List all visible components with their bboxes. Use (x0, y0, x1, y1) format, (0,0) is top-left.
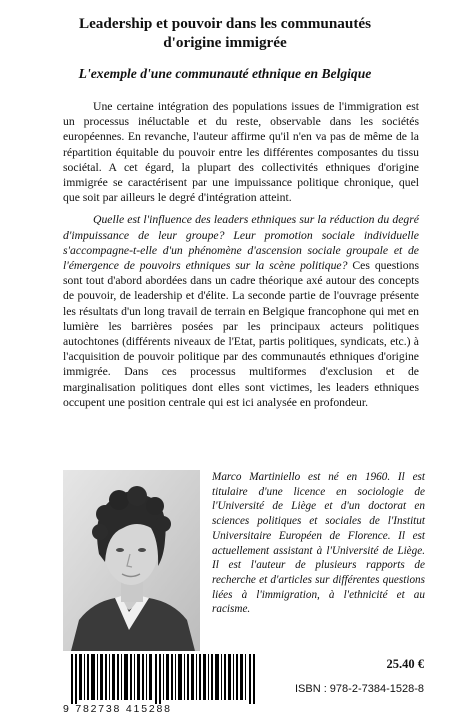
barcode-number: 9 782738 415288 (63, 703, 172, 715)
summary-paragraph-1: Une certaine intégration des populations issues de l'immigration est un processus inéluctable et du reste, observable dans les sociétés européennes. En revanche, l'auteur affirme qu'il n'en va pas de même de la répartition équitable du pouvoir entre les différentes composantes du tissu sociétal. A cet égard, la plupart des collectivités ethniques d'origine immigrée se caractérisent par une impuissance politique chronique, quel que soit par ailleurs le degré d'intégration atteint. (63, 100, 419, 205)
book-title-line-2: d'origine immigrée (163, 34, 287, 51)
barcode-block (63, 654, 259, 715)
author-biography: Marco Martiniello est né en 1960. Il est titulaire d'une licence en sociologie de l'Université de Liège et d'un doctorat en sciences politiques et sociales de l'Institut Universitaire Européen de Florence. Il est actuellement assistant à l'Université de Liège. Il est l'auteur de plusieurs rapports de recherche et d'articles sur différentes questions liées à l'immigration, à l'ethnicité et au racisme. (212, 471, 425, 616)
summary-paragraph-2 (63, 212, 419, 410)
isbn: ISBN : 978-2-7384-1528-8 (294, 683, 424, 695)
barcode-image (71, 654, 257, 704)
summary-paragraph-2-text: Ces questions sont tout d'abord abordées dans un cadre théorique axé autour des concepts de pouvoir, de leadership et d'élite. La seconde partie de l'ouvrage présente les résultats d'un long travail de terrain en Belgique francophone qui met en lumière les barrières posées par les principaux acteurs politiques autochtones (différents niveaux de l'Etat, partis politiques, syndicats, etc.) à l'acquisition de pouvoir politique par des communautés ethniques d'origine immigrée. Dans ces processus multiformes d'exclusion et de marginalisation politiques dont elles sont victimes, les leaders ethniques occupent une position centrale qui est ici analysée en profondeur. (63, 259, 419, 409)
author-portrait-image (63, 470, 200, 651)
back-cover-summary (63, 99, 419, 410)
price: 25.40 € (386, 657, 424, 671)
book-title-line-1: Leadership et pouvoir dans les communautés (78, 15, 372, 32)
author-photo (63, 470, 200, 651)
book-subtitle: L'exemple d'une communauté ethnique en Belgique (78, 66, 372, 81)
research-questions: Quelle est l'influence des leaders ethniques sur la réduction du degré d'impuissance de leur groupe? Leur promotion sociale individuelle s'accompagne-t-elle d'un phénomène d'ascension sociale groupale et de l'émergence de pouvoirs ethniques sur la scène politique? (63, 213, 419, 273)
book-title (20, 14, 430, 52)
